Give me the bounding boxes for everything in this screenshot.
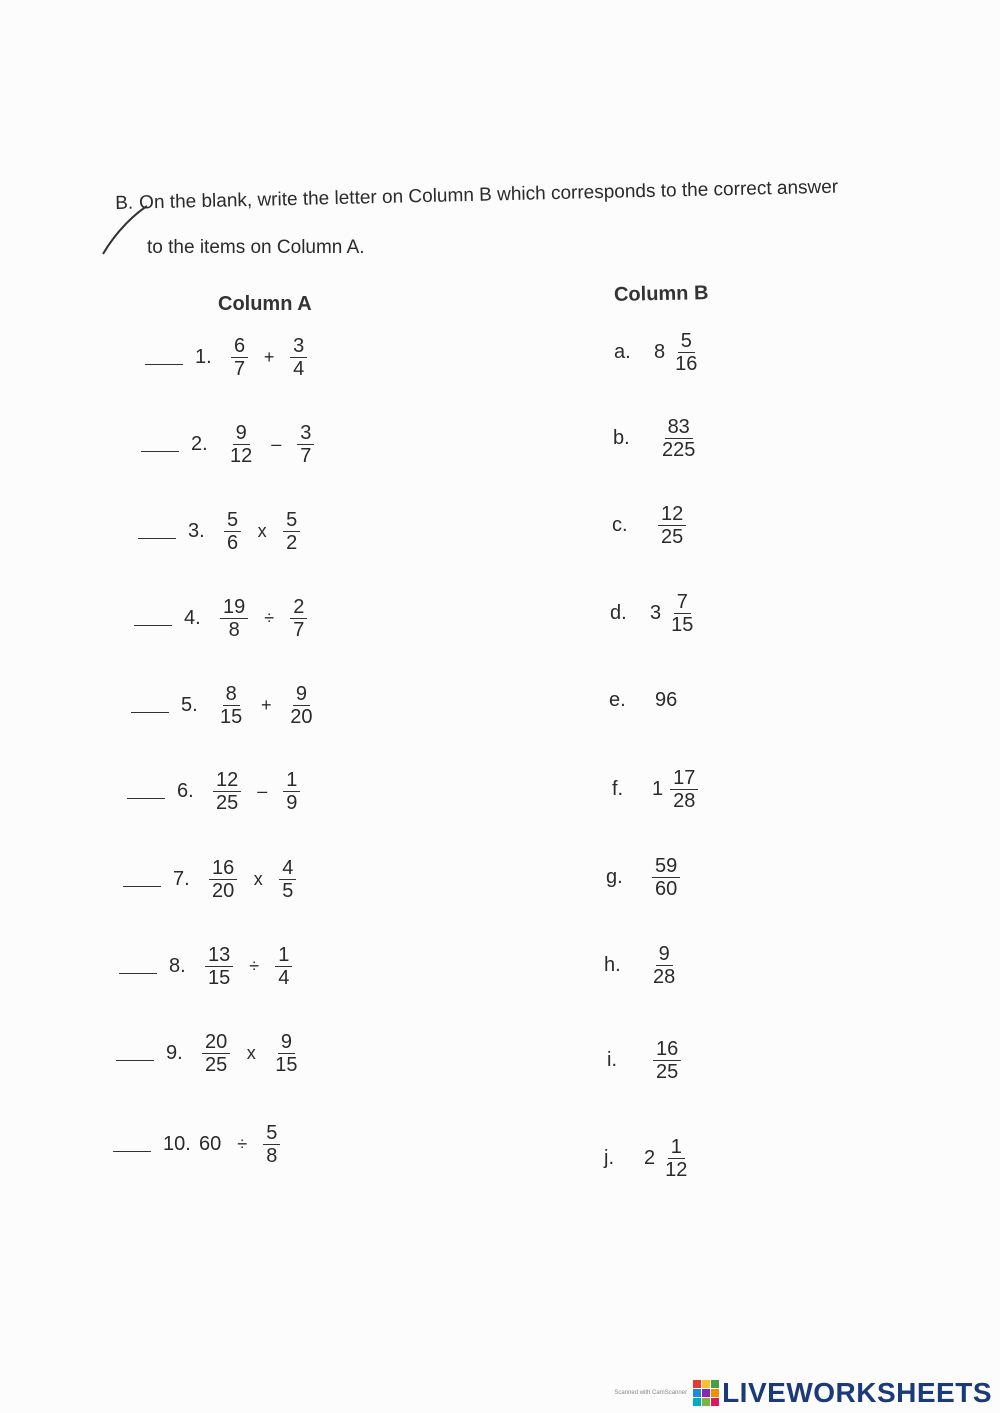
denominator: 25: [205, 1053, 228, 1076]
fraction-right: [290, 596, 307, 641]
operator: x: [246, 1042, 256, 1063]
fraction-right: [290, 335, 307, 380]
item-number: 5.: [181, 693, 198, 716]
fraction-left: [213, 769, 241, 814]
fraction-right: [287, 683, 315, 728]
instruction-line-2: to the items on Column A.: [147, 237, 365, 258]
answer-fraction: [668, 591, 696, 636]
item-number: 9.: [166, 1041, 183, 1064]
answer-blank[interactable]: [113, 1137, 151, 1152]
numerator: 4: [279, 857, 296, 880]
column-b-item: [604, 935, 684, 995]
denominator: 9: [286, 791, 298, 814]
choice-letter: g.: [606, 865, 623, 888]
answer-blank[interactable]: [134, 611, 172, 626]
fraction-left: [202, 1031, 230, 1076]
denominator: 25: [216, 791, 239, 814]
numerator: 13: [205, 944, 233, 967]
denominator: 25: [656, 1060, 679, 1083]
numerator: 8: [223, 683, 240, 706]
column-a-heading: Column A: [218, 293, 312, 315]
answer-blank[interactable]: [131, 698, 169, 713]
numerator: 9: [293, 683, 310, 706]
denominator: 28: [653, 965, 676, 988]
denominator: 15: [208, 966, 231, 989]
logo-square: [693, 1380, 701, 1388]
operator: +: [263, 346, 275, 367]
choice-letter: c.: [612, 513, 628, 536]
numerator: 12: [213, 769, 241, 792]
operator: x: [253, 868, 263, 889]
operator: –: [271, 433, 282, 454]
column-a-item: [116, 1023, 307, 1083]
denominator: 7: [293, 618, 305, 641]
scan-note: Scanned with CamScanner: [614, 1390, 688, 1396]
instruction-line-1: [115, 177, 838, 215]
column-b-item: [612, 759, 704, 819]
logo-square: [711, 1389, 719, 1397]
answer-blank[interactable]: [141, 437, 179, 452]
column-a-item: [113, 1114, 286, 1174]
answer-blank[interactable]: [119, 959, 157, 974]
denominator: 7: [234, 357, 246, 380]
denominator: 225: [662, 438, 696, 461]
column-a-item: [141, 414, 320, 474]
column-a-item: [127, 761, 306, 821]
denominator: 4: [293, 357, 305, 380]
instruction-text-1: On the blank, write the letter on Column B which corresponds to the correct answer: [138, 176, 839, 214]
mixed-whole: 1: [652, 777, 664, 800]
denominator: 8: [228, 618, 240, 641]
column-b-item: [609, 670, 683, 730]
item-number: 8.: [169, 954, 186, 977]
operator: +: [260, 694, 272, 715]
answer-fraction: [670, 767, 698, 812]
denominator: 28: [673, 789, 696, 812]
column-a-item: [145, 327, 313, 387]
choice-letter: i.: [607, 1048, 617, 1071]
column-a-item: [131, 675, 322, 735]
answer-fraction: [653, 1038, 681, 1083]
operator: –: [257, 780, 268, 801]
fraction-right: [279, 857, 296, 902]
choice-letter: j.: [604, 1146, 614, 1169]
numerator: 5: [224, 509, 241, 532]
answer-fraction: [658, 503, 686, 548]
numerator: 1: [668, 1136, 685, 1159]
numerator: 5: [263, 1122, 280, 1145]
operator: ÷: [264, 607, 275, 628]
denominator: 7: [300, 444, 312, 467]
numerator: 59: [652, 855, 680, 878]
fraction-left: [205, 944, 233, 989]
denominator: 6: [227, 531, 239, 554]
choice-letter: e.: [609, 688, 626, 711]
denominator: 8: [266, 1144, 278, 1167]
choice-letter: f.: [612, 777, 624, 800]
mixed-whole: 8: [654, 340, 666, 363]
answer-blank[interactable]: [123, 872, 161, 887]
logo-square: [693, 1389, 701, 1397]
logo-square: [702, 1398, 710, 1406]
fraction-right: [297, 422, 314, 467]
answer-blank[interactable]: [127, 784, 165, 799]
item-number: 4.: [184, 606, 201, 629]
numerator: 12: [658, 503, 686, 526]
answer-fraction: [672, 330, 700, 375]
choice-letter: a.: [614, 340, 631, 363]
column-b-item: [607, 1030, 687, 1090]
logo-square: [711, 1398, 719, 1406]
fraction-right: [272, 1031, 300, 1076]
column-a-item: [123, 849, 302, 909]
denominator: 20: [212, 879, 235, 902]
operator: ÷: [237, 1133, 248, 1154]
choice-letter: b.: [613, 426, 630, 449]
fraction-right: [283, 509, 300, 554]
answer-fraction: [650, 943, 678, 988]
numerator: 2: [290, 596, 307, 619]
numerator: 7: [674, 591, 691, 614]
column-a-item: [119, 936, 298, 996]
mixed-whole: 2: [644, 1146, 656, 1169]
column-b-item: [606, 847, 686, 907]
numerator: 3: [290, 335, 307, 358]
answer-fraction: [659, 416, 698, 461]
numerator: 83: [665, 416, 693, 439]
denominator: 5: [282, 879, 294, 902]
fraction-left: [224, 509, 241, 554]
liveworksheets-logo-icon: [693, 1380, 719, 1406]
section-letter: B.: [115, 192, 134, 214]
operator: x: [257, 520, 267, 541]
answer-blank[interactable]: [116, 1046, 154, 1061]
denominator: 12: [665, 1158, 688, 1181]
item-number: 1.: [195, 345, 212, 368]
denominator: 60: [655, 877, 678, 900]
column-b-heading: Column B: [613, 282, 709, 306]
column-b-item: [612, 495, 692, 555]
fraction-right: [275, 944, 292, 989]
fraction-right: [263, 1122, 280, 1167]
numerator: 9: [278, 1031, 295, 1054]
denominator: 12: [230, 444, 253, 467]
numerator: 5: [283, 509, 300, 532]
numerator: 5: [678, 330, 695, 353]
item-number: 10.: [163, 1132, 191, 1155]
answer-fraction: [662, 1136, 690, 1181]
operator: ÷: [249, 955, 260, 976]
answer-blank[interactable]: [138, 524, 176, 539]
mixed-whole: 3: [650, 601, 662, 624]
column-b-item: [604, 1128, 696, 1188]
denominator: 15: [671, 613, 694, 636]
numerator: 6: [231, 335, 248, 358]
numerator: 9: [233, 422, 250, 445]
logo-square: [702, 1380, 710, 1388]
numerator: 20: [202, 1031, 230, 1054]
denominator: 15: [275, 1053, 298, 1076]
logo-square: [693, 1398, 701, 1406]
fraction-left: [209, 857, 237, 902]
numerator: 16: [209, 857, 237, 880]
choice-letter: d.: [610, 601, 627, 624]
whole-number: 96: [655, 688, 678, 711]
item-number: 6.: [177, 779, 194, 802]
numerator: 1: [283, 769, 300, 792]
denominator: 20: [290, 705, 313, 728]
choice-letter: h.: [604, 953, 621, 976]
column-a-item: [134, 588, 313, 648]
brand-name: LIVEWORKSHEETS: [722, 1377, 992, 1408]
fraction-left: [231, 335, 248, 380]
answer-fraction: [652, 855, 680, 900]
numerator: 9: [656, 943, 673, 966]
denominator: 2: [286, 531, 298, 554]
denominator: 25: [661, 525, 684, 548]
answer-blank[interactable]: [145, 350, 183, 365]
denominator: 4: [278, 966, 290, 989]
item-number: 7.: [173, 867, 190, 890]
denominator: 15: [220, 705, 243, 728]
column-b-item: [613, 408, 704, 468]
column-b-item: [614, 322, 706, 382]
numerator: 3: [297, 422, 314, 445]
numerator: 1: [275, 944, 292, 967]
numerator: 17: [670, 767, 698, 790]
whole-number: 60: [199, 1132, 222, 1155]
logo-square: [711, 1380, 719, 1388]
fraction-right: [283, 769, 300, 814]
numerator: 16: [653, 1038, 681, 1061]
fraction-left: [220, 596, 248, 641]
logo-square: [702, 1389, 710, 1397]
item-number: 3.: [188, 519, 205, 542]
fraction-left: [217, 683, 245, 728]
denominator: 16: [675, 352, 698, 375]
footer-branding: [614, 1377, 992, 1409]
item-number: 2.: [191, 432, 208, 455]
numerator: 19: [220, 596, 248, 619]
fraction-left: [227, 422, 255, 467]
column-a-item: [138, 501, 306, 561]
column-b-item: [610, 583, 702, 643]
